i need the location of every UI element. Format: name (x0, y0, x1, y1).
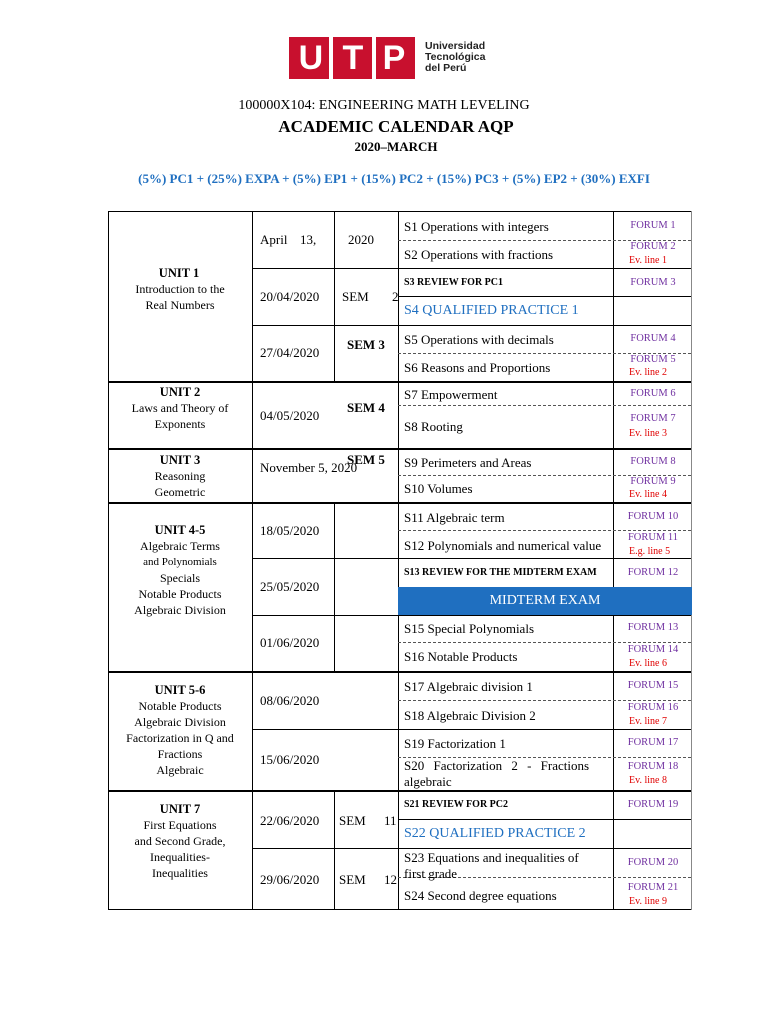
session-s19: S19 Factorization 1 (404, 736, 506, 751)
unit-3-cell: UNIT 3 Reasoning Geometric (154, 453, 206, 499)
session-s15: S15 Special Polynomials (404, 621, 534, 636)
ev-line-3: Ev. line 3 (629, 428, 667, 439)
unit-5-6-cell: UNIT 5-6 Notable Products Algebraic Division Factorization in Q and Fractions Algebraic (126, 683, 234, 777)
session-s9: S9 Perimeters and Areas (404, 455, 532, 470)
date-week-11: 22/06/2020 (260, 813, 320, 828)
date-week-3: 27/04/2020 (260, 345, 320, 360)
date-week-9: 08/06/2020 (260, 693, 320, 708)
sem-label: SEM 5 (347, 452, 385, 467)
sem-number: 11 (384, 813, 397, 828)
forum-21: FORUM 21 (627, 882, 679, 893)
session-s12: S12 Polynomials and numerical value (404, 538, 602, 553)
session-s4: S4 QUALIFIED PRACTICE 1 (404, 303, 579, 318)
ev-line-4: Ev. line 4 (629, 489, 667, 500)
forum-5: FORUM 5 (630, 354, 676, 365)
session-s1: S1 Operations with integers (404, 219, 549, 234)
session-s11: S11 Algebraic term (404, 510, 505, 525)
date-week-10: 15/06/2020 (260, 752, 320, 767)
ev-line-1: Ev. line 1 (629, 255, 667, 266)
forum-11: FORUM 11 (627, 532, 679, 543)
session-s18: S18 Algebraic Division 2 (404, 708, 536, 723)
forum-16: FORUM 16 (627, 702, 679, 713)
forum-7: FORUM 7 (630, 413, 676, 424)
forum-19: FORUM 19 (627, 799, 679, 810)
session-s17: S17 Algebraic division 1 (404, 679, 533, 694)
date-week-1b: 13, (300, 232, 317, 247)
forum-12: FORUM 12 (627, 567, 679, 578)
date-week-8: 01/06/2020 (260, 635, 320, 650)
ev-line-2: Ev. line 2 (629, 367, 667, 378)
ev-line-6: Ev. line 6 (629, 658, 667, 669)
session-s13: S13 REVIEW FOR THE MIDTERM EXAM (404, 567, 597, 578)
session-s6: S6 Reasons and Proportions (404, 360, 551, 375)
utp-logo-letters: U T P (298, 38, 406, 77)
ev-line-9: Ev. line 9 (629, 896, 667, 907)
session-s23-cont: first grade (404, 866, 458, 881)
date-week-5: November 5, 2020 (260, 460, 358, 475)
forum-13: FORUM 13 (627, 622, 679, 633)
session-s20: S20 Factorization 2 - Fractions (404, 758, 590, 773)
session-s5: S5 Operations with decimals (404, 332, 554, 347)
grading-formula: (5%) PC1 + (25%) EXPA + (5%) EP1 + (15%) PC2 + (15%) PC3 + (5%) EP2 + (30%) EXFI (138, 171, 650, 186)
forum-8: FORUM 8 (630, 456, 676, 467)
session-s3: S3 REVIEW FOR PC1 (404, 277, 503, 288)
session-s2: S2 Operations with fractions (404, 247, 554, 262)
logo-divider (372, 37, 376, 79)
ev-line-5: E.g. line 5 (629, 546, 671, 557)
ev-line-7: Ev. line 7 (629, 716, 667, 727)
date-week-1a: April (260, 232, 288, 247)
date-week-7: 25/05/2020 (260, 579, 320, 594)
sem-label: SEM 4 (347, 400, 385, 415)
forum-15: FORUM 15 (627, 680, 679, 691)
session-s23: S23 Equations and inequalities of (404, 850, 579, 865)
unit-2-cell: UNIT 2 Laws and Theory of Exponents (131, 385, 229, 431)
unit-7-cell: UNIT 7 First Equations and Second Grade, Inequalities- Inequalities (134, 802, 226, 880)
date-week-12: 29/06/2020 (260, 872, 320, 887)
session-s22: S22 QUALIFIED PRACTICE 2 (404, 826, 586, 841)
sem-number: 2 (392, 289, 399, 304)
forum-4: FORUM 4 (630, 333, 676, 344)
ev-line-8: Ev. line 8 (629, 775, 667, 786)
course-code: 100000X104: ENGINEERING MATH LEVELING (238, 98, 530, 113)
unit-4-5-cell: UNIT 4-5 Algebraic Terms and Polynomials Specials Notable Products Algebraic Division (134, 523, 226, 617)
date-week-4: 04/05/2020 (260, 408, 320, 423)
date-week-2: 20/04/2020 (260, 289, 320, 304)
forum-14: FORUM 14 (627, 644, 679, 655)
forum-2: FORUM 2 (630, 241, 676, 252)
logo-divider (329, 37, 333, 79)
period: 2020–MARCH (354, 139, 438, 154)
forum-17: FORUM 17 (627, 737, 679, 748)
forum-6: FORUM 6 (630, 388, 676, 399)
forum-1: FORUM 1 (630, 220, 676, 231)
sem-label: SEM (339, 813, 366, 828)
session-s16: S16 Notable Products (404, 649, 518, 664)
forum-20: FORUM 20 (627, 857, 679, 868)
forum-10: FORUM 10 (627, 511, 679, 522)
session-s7: S7 Empowerment (404, 387, 498, 402)
sem-label: SEM 3 (347, 337, 385, 352)
midterm-exam-banner: MIDTERM EXAM (398, 587, 692, 615)
session-s24: S24 Second degree equations (404, 888, 557, 903)
session-s20-cont: algebraic (404, 774, 452, 789)
session-s8: S8 Rooting (404, 419, 463, 434)
session-s10: S10 Volumes (404, 481, 473, 496)
page-title: ACADEMIC CALENDAR AQP (278, 117, 514, 136)
sem-label: SEM (339, 872, 366, 887)
session-s21: S21 REVIEW FOR PC2 (404, 799, 508, 810)
university-name: Universidad Tecnológica del Perú (425, 40, 486, 74)
unit-1-cell: UNIT 1 Introduction to the Real Numbers (135, 266, 225, 312)
date-week-1c: 2020 (348, 232, 374, 247)
forum-3: FORUM 3 (630, 277, 676, 288)
forum-18: FORUM 18 (627, 761, 679, 772)
forum-9: FORUM 9 (630, 476, 676, 487)
sem-number: 12 (384, 872, 397, 887)
date-week-6: 18/05/2020 (260, 523, 320, 538)
sem-label: SEM (342, 289, 369, 304)
